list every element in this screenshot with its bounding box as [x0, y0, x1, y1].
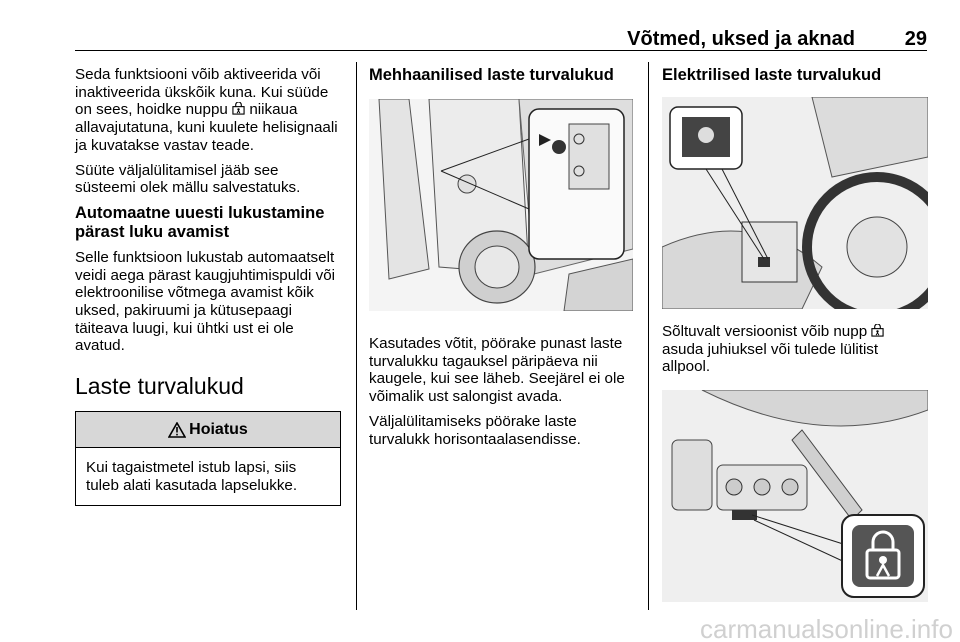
driver-door-switch-illustration: [662, 97, 928, 309]
warning-box: [75, 411, 341, 505]
column-middle: [369, 66, 635, 455]
watermark: carmanualsonline.info: [700, 614, 953, 642]
paragraph: Sõltuvalt versioonist võib nupp asuda juhiuksel või tulede lülitist allpool.: [662, 323, 928, 376]
subheading: Elektrilised laste turvalukud: [662, 66, 882, 84]
paragraph: Seda funktsiooni võib aktiveerida või inaktiveerida ükskõik kuna. Kui süüde on sees, hoidke nuppu niikaua allavajutatuna, kuni kuulete helisignaali ja kuvatakse vastav teade.: [75, 66, 338, 154]
section-title: Laste turvalukud: [75, 373, 244, 400]
warning-header: [76, 412, 340, 448]
header-rule: [75, 50, 927, 51]
child-lock-icon: [232, 102, 245, 115]
warning-label: Hoiatus: [189, 420, 248, 438]
paragraph: Väljalülitamiseks pöörake laste turvalukk horisontaalasendisse.: [369, 412, 581, 448]
column-left: [75, 66, 343, 506]
paragraph: Selle funktsioon lukustab automaatselt veidi aega pärast kaugjuhtimispuldi või elektroonilise võtmega avamist kõik uksed, pakiruumi ja kütusepaagi täiteava luugi, kui ühtki ust ei ole avatud.: [75, 248, 336, 355]
warning-text: Kui tagaistmetel istub lapsi, siis tuleb alati kasutada lapselukke.: [86, 459, 298, 494]
warning-triangle-icon: [168, 422, 186, 438]
paragraph: Kasutades võtit, pöörake punast laste turvalukku tagauksel päripäeva nii kaugele, kui see läheb. Seejärel ei ole võimalik ust salongist avada.: [369, 335, 625, 406]
column-divider: [356, 62, 357, 610]
page-header: [75, 24, 927, 50]
page-number: 29: [904, 28, 927, 50]
paragraph: Süüte väljalülitamisel jääb see süsteemi olek mällu salvestatuks.: [75, 161, 301, 197]
child-lock-icon: [871, 324, 884, 337]
subheading: Mehhaanilised laste turvalukud: [369, 66, 614, 84]
rear-door-illustration: [369, 99, 633, 311]
chapter-title: Võtmed, uksed ja aknad: [627, 28, 855, 50]
column-right: [662, 66, 928, 602]
light-switch-area-illustration: [662, 390, 928, 602]
subheading: Automaatne uuesti lukustamine pärast luku avamist: [75, 203, 325, 241]
column-divider: [648, 62, 649, 610]
